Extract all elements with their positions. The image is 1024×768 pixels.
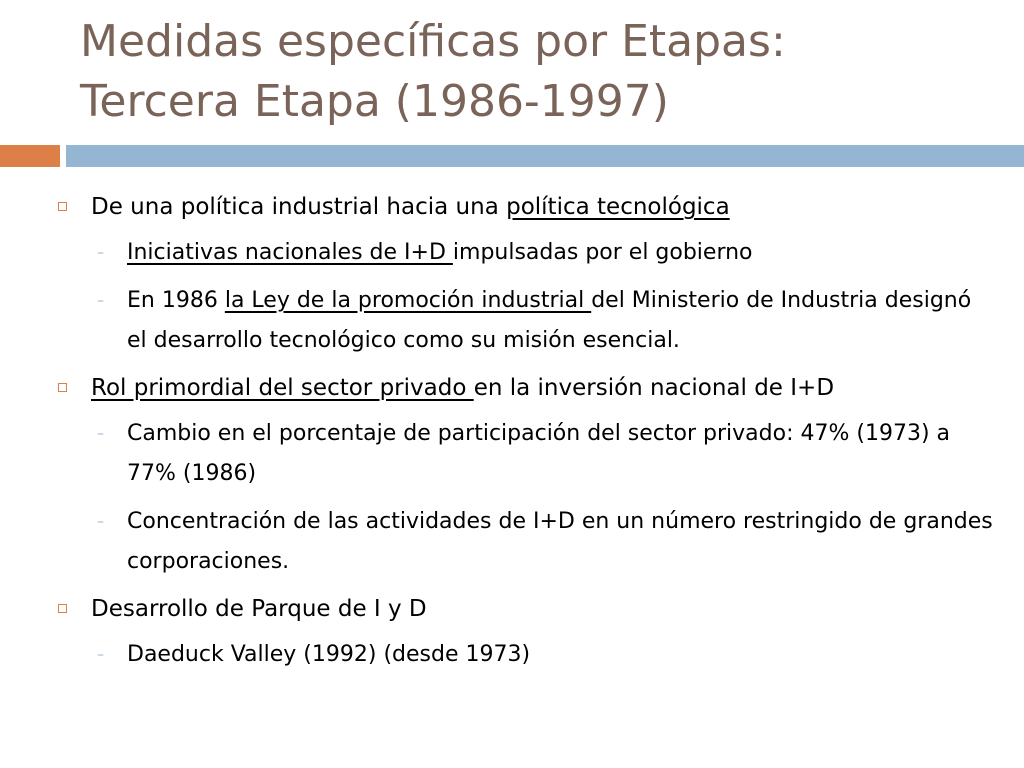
sub-2-2-text: Concentración de las actividades de I+D en un número restringido de grandes corporaciones. [127, 509, 993, 574]
sub-item-1-2 [91, 281, 995, 361]
dash-bullet-icon: – [97, 647, 104, 663]
sub-1-1-underlined: Iniciativas nacionales de I+D [127, 240, 453, 265]
sub-2-1-text: Cambio en el porcentaje de participación del sector privado: 47% (1973) a 77% (1986) [127, 421, 951, 486]
sub-1-2-text-before: En 1986 [127, 288, 225, 313]
square-bullet-icon [58, 604, 67, 613]
dash-bullet-icon: – [97, 293, 104, 309]
sub-item-3-1 [91, 635, 995, 675]
bullet-3-sublist [91, 635, 995, 675]
slide-title-line-1: Medidas específicas por Etapas: [80, 16, 786, 67]
bullet-1-sublist [91, 233, 995, 361]
sub-1-2-text-after: del Ministerio de Industria designó el desarrollo tecnológico como su misión esencial. [127, 288, 972, 353]
sub-item-1-1 [91, 233, 995, 273]
bullet-2-text: en la inversión nacional de I+D [473, 375, 835, 401]
sub-1-1-text: impulsadas por el gobierno [452, 240, 753, 265]
bullet-1-text: De una política industrial hacia una [91, 194, 507, 220]
bullet-item-1 [55, 188, 995, 361]
bullet-2-sublist [91, 414, 995, 582]
bullet-item-3 [55, 590, 995, 675]
square-bullet-icon [58, 383, 67, 392]
sub-3-1-text: Daeduck Valley (1992) (desde 1973) [127, 642, 531, 667]
bullet-item-2 [55, 369, 995, 582]
dash-bullet-icon: – [97, 426, 104, 442]
sub-item-2-2 [91, 502, 995, 582]
bullet-list [55, 188, 995, 683]
slide-title [80, 12, 1010, 132]
sub-item-2-1 [91, 414, 995, 494]
sub-1-2-underlined: la Ley de la promoción industrial [224, 288, 592, 313]
bullet-1-underlined: política tecnológica [506, 194, 730, 220]
bullet-3-text: Desarrollo de Parque de I y D [91, 596, 427, 622]
square-bullet-icon [58, 202, 67, 211]
dash-bullet-icon: – [97, 514, 104, 530]
accent-bar [0, 145, 60, 167]
dash-bullet-icon: – [97, 245, 104, 261]
bullet-2-underlined: Rol primordial del sector privado [91, 375, 474, 401]
slide-title-line-2: Tercera Etapa (1986-1997) [80, 76, 669, 127]
title-underline-bar [66, 145, 1024, 167]
